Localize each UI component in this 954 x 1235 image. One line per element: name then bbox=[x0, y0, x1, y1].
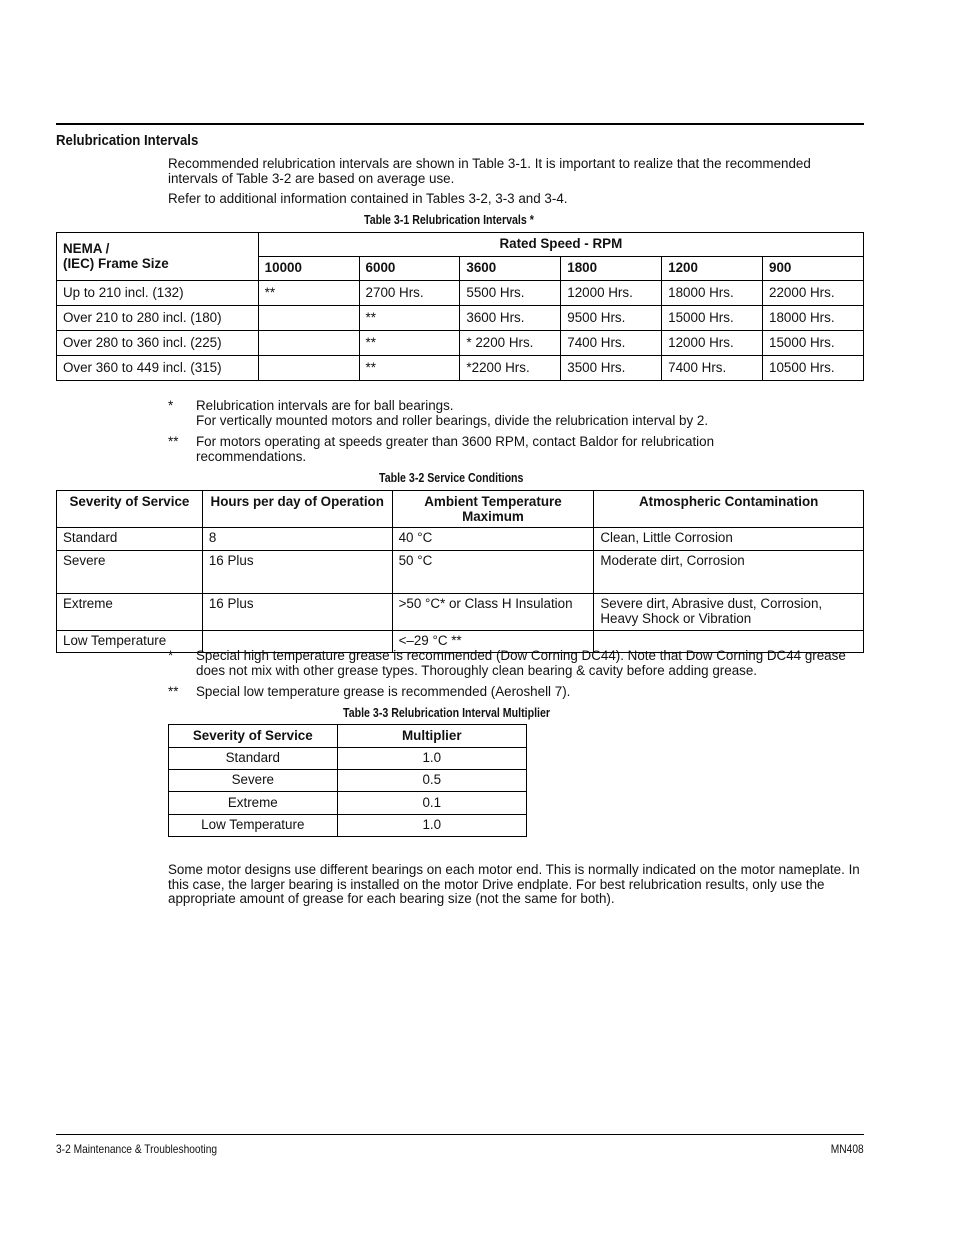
table-cell: 3500 Hrs. bbox=[561, 356, 662, 381]
table-cell: 3600 Hrs. bbox=[460, 306, 561, 331]
table-row bbox=[57, 594, 864, 631]
table-cell: Extreme bbox=[169, 792, 338, 815]
footnote bbox=[168, 399, 868, 429]
table2-caption: Table 3-2 Service Conditions bbox=[379, 471, 524, 485]
table-cell: 18000 Hrs. bbox=[763, 306, 864, 331]
speed-header: 1800 bbox=[561, 257, 662, 281]
table-cell: 15000 Hrs. bbox=[662, 306, 763, 331]
table-row bbox=[169, 748, 527, 770]
table-header: Multiplier bbox=[337, 725, 526, 748]
frame-header-line1: NEMA / bbox=[63, 241, 110, 256]
table-cell: Low Temperature bbox=[57, 631, 203, 653]
table-cell: <–29 °C ** bbox=[392, 631, 594, 653]
table-cell: Up to 210 incl. (132) bbox=[57, 281, 259, 306]
table-cell: Clean, Little Corrosion bbox=[594, 528, 864, 551]
intro-paragraph-1: Recommended relubrication intervals are shown in Table 3-1. It is important to realize that the recommended intervals of Table 3-2 are based on average use. bbox=[168, 156, 811, 186]
table-row bbox=[57, 356, 864, 381]
table1-caption: Table 3-1 Relubrication Intervals * bbox=[364, 213, 534, 227]
footnote-text: For motors operating at speeds greater than 3600 RPM, contact Baldor for relubrication recommendations. bbox=[196, 434, 715, 464]
footnote-mark: * bbox=[168, 648, 174, 663]
table-cell: 5500 Hrs. bbox=[460, 281, 561, 306]
table-cell: *2200 Hrs. bbox=[460, 356, 561, 381]
footer-rule bbox=[56, 1134, 864, 1135]
footer-right: MN408 bbox=[831, 1142, 864, 1156]
speed-header: 1200 bbox=[662, 257, 763, 281]
table-cell: Severe dirt, Abrasive dust, Corrosion, Heavy Shock or Vibration bbox=[594, 594, 864, 631]
table-cell: Severe bbox=[169, 770, 338, 792]
table-cell: 1.0 bbox=[337, 815, 526, 837]
footnote-text: Special high temperature grease is recommended (Dow Corning DC44). Note that Dow Corning DC44 grease does not mix with other grease types. Thoroughly clean bearing & cavity before adding grease. bbox=[196, 648, 846, 678]
table-cell: 10500 Hrs. bbox=[763, 356, 864, 381]
footer-left: 3-2 Maintenance & Troubleshooting bbox=[56, 1142, 218, 1156]
table-cell: 0.5 bbox=[337, 770, 526, 792]
table-cell: 50 °C bbox=[392, 551, 594, 594]
footnote-mark: ** bbox=[168, 434, 179, 449]
intro-paragraph-2: Refer to additional information contained in Tables 3-2, 3-3 and 3-4. bbox=[168, 191, 568, 206]
header-rule bbox=[56, 123, 864, 125]
table-cell bbox=[258, 356, 359, 381]
frame-size-header bbox=[57, 233, 259, 281]
table-cell: Severe bbox=[57, 551, 203, 594]
section-title: Relubrication Intervals bbox=[56, 132, 199, 149]
table-cell: 40 °C bbox=[392, 528, 594, 551]
table-cell: 12000 Hrs. bbox=[662, 331, 763, 356]
table-row bbox=[169, 815, 527, 837]
table-cell: Extreme bbox=[57, 594, 203, 631]
frame-header-line2: (IEC) Frame Size bbox=[63, 255, 169, 271]
table-cell: 1.0 bbox=[337, 748, 526, 770]
table-row bbox=[57, 331, 864, 356]
table-cell: 9500 Hrs. bbox=[561, 306, 662, 331]
service-conditions-table bbox=[56, 490, 864, 653]
table-cell: 7400 Hrs. bbox=[561, 331, 662, 356]
table-cell: ** bbox=[359, 356, 460, 381]
footnote-text bbox=[196, 399, 866, 428]
table-header: Ambient Temperature Maximum bbox=[392, 491, 594, 528]
footnote-mark: * bbox=[168, 398, 174, 413]
footnote-text-line1: Relubrication intervals are for ball bearings. bbox=[196, 398, 454, 413]
relubrication-intervals-table bbox=[56, 232, 864, 381]
footnote bbox=[168, 685, 868, 701]
table-cell: >50 °C* or Class H Insulation bbox=[392, 594, 594, 631]
table-cell: 2700 Hrs. bbox=[359, 281, 460, 306]
table-cell: Over 280 to 360 incl. (225) bbox=[57, 331, 259, 356]
table-header: Severity of Service bbox=[57, 491, 203, 528]
table-cell bbox=[258, 306, 359, 331]
table-row bbox=[169, 770, 527, 792]
interval-multiplier-table bbox=[168, 724, 527, 837]
speed-header: 900 bbox=[763, 257, 864, 281]
table-cell bbox=[258, 331, 359, 356]
table-row bbox=[57, 528, 864, 551]
table-row bbox=[57, 306, 864, 331]
table-cell: * 2200 Hrs. bbox=[460, 331, 561, 356]
table-cell: 22000 Hrs. bbox=[763, 281, 864, 306]
table-row bbox=[57, 281, 864, 306]
table-cell: 12000 Hrs. bbox=[561, 281, 662, 306]
table-row bbox=[57, 551, 864, 594]
table-cell: ** bbox=[359, 331, 460, 356]
table-cell: 18000 Hrs. bbox=[662, 281, 763, 306]
table-header: Atmospheric Contamination bbox=[594, 491, 864, 528]
table-header: Hours per day of Operation bbox=[202, 491, 392, 528]
footnote-mark: ** bbox=[168, 684, 179, 699]
footnote bbox=[168, 649, 868, 679]
table-cell: Moderate dirt, Corrosion bbox=[594, 551, 864, 594]
footnote-text-line2: For vertically mounted motors and roller bearings, divide the relubrication interval by 2. bbox=[196, 412, 709, 428]
table-cell: 0.1 bbox=[337, 792, 526, 815]
table-header: Severity of Service bbox=[169, 725, 338, 748]
table-cell: ** bbox=[359, 306, 460, 331]
table-cell: 15000 Hrs. bbox=[763, 331, 864, 356]
table-cell: ** bbox=[258, 281, 359, 306]
table-cell: Low Temperature bbox=[169, 815, 338, 837]
speed-header: 3600 bbox=[460, 257, 561, 281]
table-cell: 16 Plus bbox=[202, 551, 392, 594]
closing-paragraph: Some motor designs use different bearings on each motor end. This is normally indicated on the motor nameplate. In this case, the larger bearing is installed on the motor Drive endplate. For best relubrication results, only use the appropriate amount of grease for each bearing size (not the same for both). bbox=[168, 862, 860, 906]
speed-header: 6000 bbox=[359, 257, 460, 281]
table3-caption: Table 3-3 Relubrication Interval Multiplier bbox=[343, 706, 551, 720]
table-cell: 16 Plus bbox=[202, 594, 392, 631]
table-cell: Standard bbox=[57, 528, 203, 551]
footnote-text: Special low temperature grease is recommended (Aeroshell 7). bbox=[196, 684, 571, 699]
table-cell: Standard bbox=[169, 748, 338, 770]
table-cell: Over 210 to 280 incl. (180) bbox=[57, 306, 259, 331]
rated-speed-header: Rated Speed - RPM bbox=[258, 233, 863, 257]
table-row bbox=[169, 792, 527, 815]
table-cell: Over 360 to 449 incl. (315) bbox=[57, 356, 259, 381]
table-cell: 7400 Hrs. bbox=[662, 356, 763, 381]
footnote bbox=[168, 435, 868, 465]
table-cell: 8 bbox=[202, 528, 392, 551]
speed-header: 10000 bbox=[258, 257, 359, 281]
